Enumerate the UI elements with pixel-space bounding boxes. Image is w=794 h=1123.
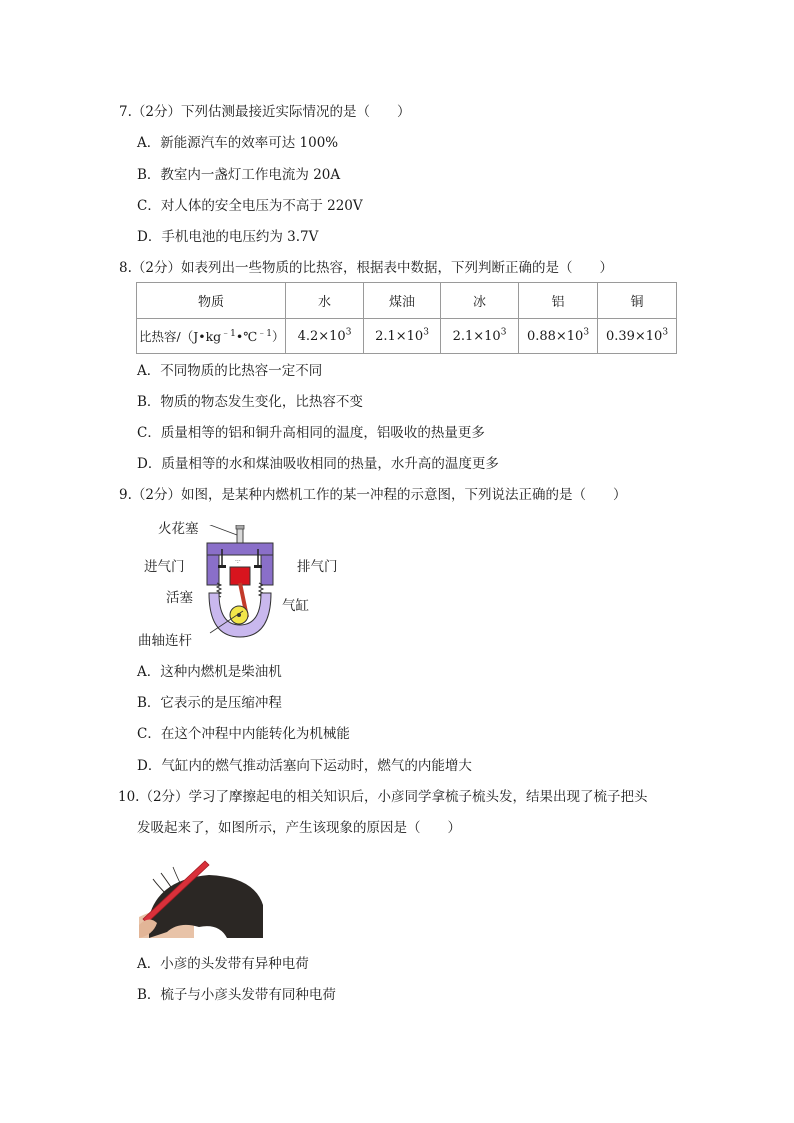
q9-option-a: A．这种内燃机是柴油机 xyxy=(137,664,282,680)
q10-option-a: A．小彦的头发带有异种电荷 xyxy=(137,956,309,972)
engine-diagram xyxy=(195,525,305,650)
svg-text:·:·: ·:· xyxy=(235,558,241,565)
label-exhaust-valve: 排气门 xyxy=(297,559,338,575)
q10-stem-line2: 发吸起来了，如图所示，产生该现象的原因是（ ） xyxy=(137,820,461,836)
cylinder-wall-left xyxy=(207,555,219,585)
q10-stem-line1: 10.（2分）学习了摩擦起电的相关知识后，小彦同学拿梳子梳头发，结果出现了梳子把头 xyxy=(118,789,648,805)
q7-stem: 7.（2分）下列估测最接近实际情况的是（ ） xyxy=(119,104,411,120)
q7-option-a: A．新能源汽车的效率可达 100% xyxy=(137,135,339,151)
q9-stem: 9.（2分）如图，是某种内燃机工作的某一冲程的示意图，下列说法正确的是（ ） xyxy=(119,487,627,503)
table-value-aluminum: $0.88\times 10^3$ xyxy=(519,319,598,354)
cylinder-wall-right xyxy=(261,555,273,585)
table-header-label: 物质 xyxy=(137,283,286,319)
label-spark-plug: 火花塞 xyxy=(158,521,199,537)
q10-option-b: B．梳子与小彦头发带有同种电荷 xyxy=(137,987,336,1003)
table-value-copper: $0.39\times 10^3$ xyxy=(598,319,677,354)
q8-option-d: D．质量相等的水和煤油吸收相同的热量，水升高的温度更多 xyxy=(137,456,499,472)
q7-option-c: C．对人体的安全电压为不高于 220V xyxy=(137,198,363,214)
piston-shape xyxy=(230,567,250,585)
label-crankshaft-rod: 曲轴连杆 xyxy=(138,633,192,649)
label-piston: 活塞 xyxy=(166,590,193,606)
comb-hair-photo xyxy=(139,857,263,938)
q8-option-a: A．不同物质的比热容一定不同 xyxy=(137,363,323,379)
cylinder-head xyxy=(207,543,273,555)
label-cylinder: 气缸 xyxy=(282,598,309,614)
table-value-kerosene: $2.1\times 10^3$ xyxy=(364,319,441,354)
table-substance-ice: 冰 xyxy=(441,283,519,319)
table-substance-aluminum: 铝 xyxy=(519,283,598,319)
label-intake-valve: 进气门 xyxy=(144,559,185,575)
q7-option-b: B．教室内一盏灯工作电流为 20A xyxy=(137,167,341,183)
table-value-row xyxy=(137,319,677,354)
table-value-ice: $2.1\times 10^3$ xyxy=(441,319,519,354)
q7-option-d: D．手机电池的电压约为 3.7V xyxy=(137,229,319,245)
table-substance-kerosene: 煤油 xyxy=(364,283,441,319)
q9-option-d: D．气缸内的燃气推动活塞向下运动时，燃气的内能增大 xyxy=(137,758,472,774)
q9-option-c: C．在这个冲程中内能转化为机械能 xyxy=(137,726,350,742)
q8-option-c: C．质量相等的铝和铜升高相同的温度，铝吸收的热量更多 xyxy=(137,425,485,441)
specific-heat-table xyxy=(136,282,677,354)
table-substance-copper: 铜 xyxy=(598,283,677,319)
q8-stem: 8.（2分）如表列出一些物质的比热容，根据表中数据，下列判断正确的是（ ） xyxy=(119,260,613,276)
q8-option-b: B．物质的物态发生变化，比热容不变 xyxy=(137,394,363,410)
q9-option-b: B．它表示的是压缩冲程 xyxy=(137,695,282,711)
table-substance-water: 水 xyxy=(286,283,364,319)
table-value-water: $4.2\times 10^3$ xyxy=(286,319,364,354)
table-header-row xyxy=(137,283,677,319)
table-row-label: 比热容$/(J•kg^{﹣1}•℃^{﹣1})$ xyxy=(137,319,286,354)
spark-plug-shape xyxy=(237,527,243,543)
